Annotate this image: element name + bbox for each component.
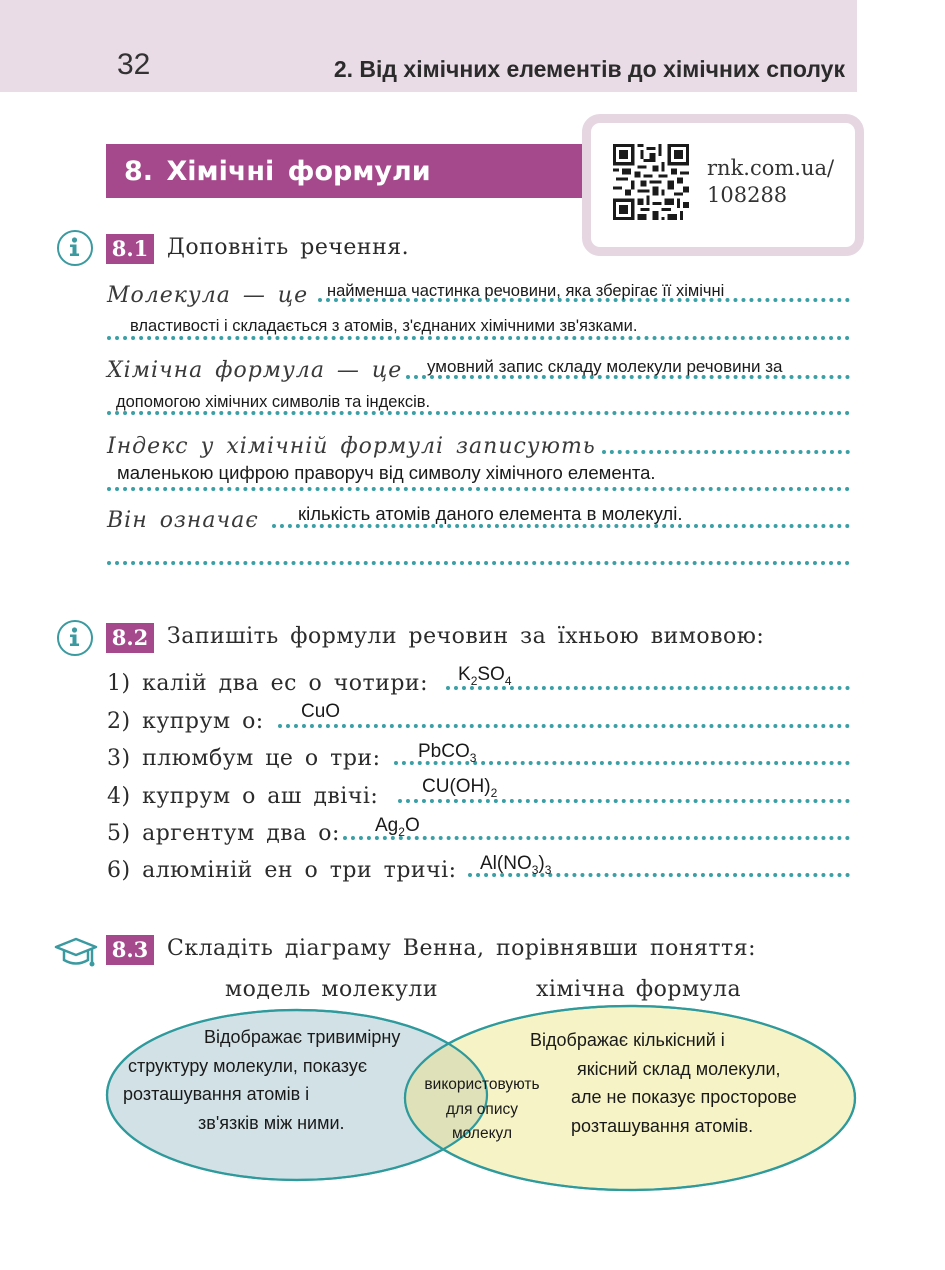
venn-left-text: структуру молекули, показує: [128, 1056, 368, 1076]
task-badge-8-3: 8.3: [106, 935, 154, 965]
formula-answer: PbCO$_3$: [418, 741, 477, 765]
formula-answer: $CU(OH)_2$: [422, 776, 498, 800]
qr-link-code[interactable]: 108288: [707, 183, 788, 207]
venn-left-text: зв'язків між ними.: [198, 1113, 345, 1133]
formula-prompt: 6) алюміній ен о три тричі:: [107, 858, 457, 883]
venn-right-text: Відображає кількісний і: [530, 1030, 725, 1050]
answer-text: властивості і складається з атомів, з'єднаних хімічними зв'язками.: [130, 317, 638, 335]
venn-left-label: модель молекули: [225, 977, 439, 1002]
venn-right-text: але не показує просторове: [571, 1087, 797, 1107]
formula-prompt: 3) плюмбум це о три:: [107, 746, 381, 771]
formula-prompt: 2) купрум о:: [107, 709, 264, 734]
term-meaning: Він означає: [107, 508, 259, 533]
formula-answer: $Ag_2O$: [375, 815, 420, 839]
venn-right-text: розташування атомів.: [571, 1116, 754, 1136]
formula-prompt: 4) купрум о аш двічі:: [107, 784, 379, 809]
term-molecule: Молекула — це: [107, 283, 309, 308]
chapter-title: 2. Від хімічних елементів до хімічних сполук: [333, 56, 845, 82]
formula-prompt: 1) калій два ес о чотири:: [107, 671, 429, 696]
venn-middle-text: використовують: [424, 1076, 540, 1093]
venn-right-text: якісний склад молекули,: [577, 1059, 781, 1079]
task-instruction-8-2: Запишіть формули речовин за їхньою вимовою:: [167, 624, 765, 649]
task-badge-8-1: 8.1: [106, 234, 154, 264]
answer-text: найменша частинка речовини, яка зберігає її хімічні: [327, 282, 725, 300]
formula-answer: $Al(NO_3)_3$: [480, 853, 552, 877]
task-badge-8-2: 8.2: [106, 623, 154, 653]
answer-text: кількість атомів даного елемента в молекулі.: [298, 503, 683, 524]
venn-right-label: хімічна формула: [536, 977, 742, 1002]
term-index: Індекс у хімічній формулі записують: [107, 434, 596, 459]
answer-text: допомогою хімічних символів та індексів.: [116, 393, 431, 411]
term-chemical-formula: Хімічна формула — це: [107, 358, 403, 383]
qr-link[interactable]: rnk.com.ua/: [707, 156, 835, 180]
formula-prompt: 5) аргентум два о:: [107, 821, 340, 846]
task-instruction-8-1: Доповніть речення.: [167, 235, 410, 260]
formula-answer: CuO: [301, 701, 341, 722]
task-instruction-8-3: Складіть діаграму Венна, порівнявши поняття:: [167, 936, 757, 961]
formula-answer: $K_2SO_4$: [458, 664, 512, 688]
answer-text: маленькою цифрою праворуч від символу хімічного елемента.: [117, 462, 656, 483]
venn-left-text: Відображає тривимірну: [204, 1027, 401, 1047]
venn-left-text: розташування атомів і: [123, 1084, 310, 1104]
venn-middle-text: молекул: [451, 1125, 512, 1142]
section-title: 8. Хімічні формули: [124, 156, 431, 187]
page-number: 32: [117, 48, 151, 81]
answer-text: умовний запис складу молекули речовини за: [427, 357, 783, 376]
venn-middle-text: для опису: [446, 1101, 518, 1118]
